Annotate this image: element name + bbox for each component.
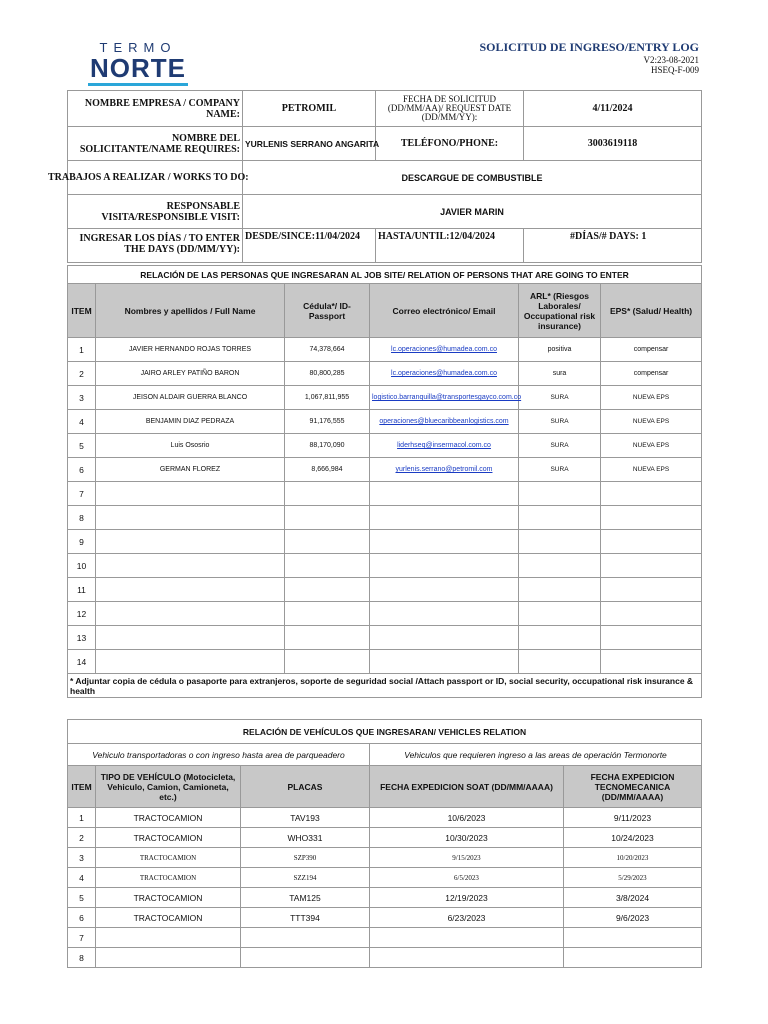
person-id-number[interactable]: 74,378,664 — [285, 338, 370, 362]
vehicle-type[interactable]: TRACTOCAMION — [96, 868, 241, 888]
person-arl[interactable] — [519, 530, 601, 554]
vehicle-item-number: 2 — [68, 828, 96, 848]
vehicle-soat-date[interactable] — [370, 928, 564, 948]
request-info-table — [48, 90, 702, 263]
person-arl[interactable] — [519, 578, 601, 602]
person-row — [68, 338, 702, 362]
person-id-number[interactable] — [285, 482, 370, 506]
vehicle-type[interactable]: TRACTOCAMION — [96, 908, 241, 928]
person-full-name[interactable] — [96, 578, 285, 602]
vehicles-header-plate: PLACAS — [241, 766, 370, 808]
person-item-number: 12 — [68, 602, 96, 626]
vehicle-tecno-date[interactable]: 10/24/2023 — [564, 828, 702, 848]
persons-header-eps: EPS* (Salud/ Health) — [601, 284, 702, 338]
person-email[interactable] — [370, 434, 519, 458]
vehicle-row — [68, 808, 702, 828]
person-arl[interactable] — [519, 626, 601, 650]
person-eps[interactable]: NUEVA EPS — [601, 458, 702, 482]
person-row — [68, 626, 702, 650]
request-date-value[interactable]: 4/11/2024 — [524, 91, 702, 127]
persons-table — [67, 265, 702, 698]
person-row — [68, 506, 702, 530]
person-eps[interactable]: NUEVA EPS — [601, 386, 702, 410]
vehicle-row — [68, 888, 702, 908]
person-arl[interactable] — [519, 482, 601, 506]
person-eps[interactable] — [601, 482, 702, 506]
vehicles-header-tecno: FECHA EXPEDICION TECNOMECANICA (DD/MM/AAAA) — [564, 766, 702, 808]
vehicle-tecno-date[interactable]: 10/20/2023 — [564, 848, 702, 868]
vehicle-tecno-date[interactable]: 3/8/2024 — [564, 888, 702, 908]
vehicle-soat-date[interactable]: 10/30/2023 — [370, 828, 564, 848]
request-date-label: FECHA DE SOLICITUD (DD/MM/AA)/ REQUEST DATE (DD/MM/YY): — [376, 91, 524, 127]
person-email[interactable] — [370, 578, 519, 602]
person-arl[interactable] — [519, 554, 601, 578]
person-email-link[interactable]: lc.operaciones@humadea.com.co — [391, 346, 497, 353]
vehicle-row — [68, 848, 702, 868]
vehicle-type[interactable] — [96, 928, 241, 948]
person-row — [68, 554, 702, 578]
person-arl[interactable]: SURA — [519, 434, 601, 458]
vehicle-type[interactable]: TRACTOCAMION — [96, 828, 241, 848]
person-item-number: 1 — [68, 338, 96, 362]
person-arl[interactable] — [519, 650, 601, 674]
vehicle-row — [68, 948, 702, 968]
document-header — [479, 40, 699, 75]
person-email[interactable] — [370, 530, 519, 554]
person-email[interactable] — [370, 338, 519, 362]
person-eps[interactable]: NUEVA EPS — [601, 434, 702, 458]
person-row — [68, 482, 702, 506]
person-email[interactable] — [370, 458, 519, 482]
vehicle-tecno-date[interactable]: 5/29/2023 — [564, 868, 702, 888]
person-eps[interactable] — [601, 626, 702, 650]
person-item-number: 4 — [68, 410, 96, 434]
vehicle-row — [68, 908, 702, 928]
person-row — [68, 386, 702, 410]
person-item-number: 8 — [68, 506, 96, 530]
vehicle-item-number: 5 — [68, 888, 96, 908]
vehicle-plate[interactable] — [241, 928, 370, 948]
vehicle-plate[interactable]: TTT394 — [241, 908, 370, 928]
person-email[interactable] — [370, 410, 519, 434]
person-arl[interactable]: SURA — [519, 410, 601, 434]
person-eps[interactable] — [601, 650, 702, 674]
person-arl[interactable] — [519, 506, 601, 530]
vehicle-row — [68, 828, 702, 848]
persons-section-title: RELACIÓN DE LAS PERSONAS QUE INGRESARAN AL JOB SITE/ RELATION OF PERSONS THAT ARE GOING TO ENTER — [68, 266, 702, 284]
person-email-link[interactable]: logistico.barranquilla@transportesgayco.com.co — [372, 394, 522, 401]
document-title: SOLICITUD DE INGRESO/ENTRY LOG — [479, 40, 699, 54]
person-id-number[interactable]: 88,170,090 — [285, 434, 370, 458]
vehicle-plate[interactable]: SZP390 — [241, 848, 370, 868]
until-value[interactable]: HASTA/UNTIL:12/04/2024 — [376, 229, 524, 263]
vehicle-plate[interactable]: TAM125 — [241, 888, 370, 908]
person-id-number[interactable]: 1,067,811,955 — [285, 386, 370, 410]
person-full-name[interactable] — [96, 626, 285, 650]
requester-value[interactable]: YURLENIS SERRANO ANGARITA — [243, 127, 376, 161]
vehicle-item-number: 7 — [68, 928, 96, 948]
vehicle-item-number: 4 — [68, 868, 96, 888]
person-arl[interactable] — [519, 602, 601, 626]
person-row — [68, 530, 702, 554]
person-email[interactable] — [370, 506, 519, 530]
person-item-number: 10 — [68, 554, 96, 578]
document-version: V2:23-08-2021 — [643, 55, 699, 65]
person-email[interactable] — [370, 362, 519, 386]
vehicles-header-type: TIPO DE VEHÍCULO (Motocicleta, Vehiculo, Camion, Camioneta, etc.) — [96, 766, 241, 808]
person-full-name[interactable] — [96, 650, 285, 674]
vehicle-soat-date[interactable]: 6/5/2023 — [370, 868, 564, 888]
person-eps[interactable] — [601, 554, 702, 578]
person-arl[interactable]: SURA — [519, 458, 601, 482]
person-email[interactable] — [370, 386, 522, 410]
person-id-number[interactable] — [285, 626, 370, 650]
person-email-link[interactable]: yurlenis.serrano@petromil.com — [395, 466, 493, 473]
days-label: INGRESAR LOS DÍAS / TO ENTER THE DAYS (DD/MM/YY): — [68, 229, 243, 263]
person-email[interactable] — [370, 482, 519, 506]
person-id-number[interactable] — [285, 578, 370, 602]
person-email-link[interactable]: liderhseq@insermacol.com.co — [397, 442, 491, 449]
person-full-name[interactable] — [96, 482, 285, 506]
person-email-link[interactable]: operaciones@bluecaribbeanlogistics.com — [379, 418, 509, 425]
vehicle-row — [68, 928, 702, 948]
vehicle-item-number: 1 — [68, 808, 96, 828]
person-id-number[interactable] — [285, 554, 370, 578]
person-id-number[interactable] — [285, 602, 370, 626]
person-id-number[interactable]: 80,800,285 — [285, 362, 370, 386]
phone-value[interactable]: 3003619118 — [524, 127, 702, 161]
vehicle-item-number: 6 — [68, 908, 96, 928]
person-id-number[interactable]: 91,176,555 — [285, 410, 370, 434]
vehicle-type[interactable]: TRACTOCAMION — [96, 888, 241, 908]
persons-header-arl: ARL* (Riesgos Laborales/ Occupational risk insurance) — [519, 284, 601, 338]
person-full-name[interactable] — [96, 530, 285, 554]
person-item-number: 7 — [68, 482, 96, 506]
vehicle-soat-date[interactable]: 9/15/2023 — [370, 848, 564, 868]
responsible-label: RESPONSABLE VISITA/RESPONSIBLE VISIT: — [68, 195, 243, 229]
person-row — [68, 362, 702, 386]
vehicles-rows — [68, 808, 702, 968]
person-item-number: 9 — [68, 530, 96, 554]
person-row — [68, 434, 702, 458]
person-item-number: 3 — [68, 386, 96, 410]
person-item-number: 13 — [68, 626, 96, 650]
vehicles-subtitle-operation: Vehiculos que requieren ingreso a las areas de operación Termonorte — [370, 744, 702, 766]
days-count-value[interactable]: #DÍAS/# DAYS: 1 — [524, 229, 702, 263]
person-item-number: 6 — [68, 458, 96, 482]
person-full-name[interactable]: BENJAMIN DIAZ PEDRAZA — [96, 410, 285, 434]
document-code: HSEQ-F-009 — [650, 65, 699, 75]
persons-header-name: Nombres y apellidos / Full Name — [96, 284, 285, 338]
person-full-name[interactable] — [96, 554, 285, 578]
person-eps[interactable] — [601, 578, 702, 602]
person-item-number: 5 — [68, 434, 96, 458]
vehicle-tecno-date[interactable]: 9/6/2023 — [564, 908, 702, 928]
vehicle-plate[interactable]: TAV193 — [241, 808, 370, 828]
company-value[interactable]: PETROMIL — [243, 91, 376, 127]
vehicle-soat-date[interactable]: 12/19/2023 — [370, 888, 564, 908]
termonorte-logo — [88, 40, 188, 86]
person-eps[interactable]: compensar — [601, 362, 702, 386]
persons-header-id: Cédula*/ ID-Passport — [285, 284, 370, 338]
person-full-name[interactable]: JAIRO ARLEY PATIÑO BARON — [96, 362, 285, 386]
person-row — [68, 650, 702, 674]
logo-underline — [88, 83, 188, 86]
vehicles-subtitle-parking: Vehiculo transportadoras o con ingreso hasta area de parqueadero — [68, 744, 370, 766]
vehicle-type[interactable]: TRACTOCAMION — [96, 808, 241, 828]
logo-main-text: NORTE — [90, 53, 186, 83]
requester-label: NOMBRE DEL SOLICITANTE/NAME REQUIRES: — [68, 127, 243, 161]
works-value[interactable]: DESCARGUE DE COMBUSTIBLE — [243, 161, 702, 195]
person-email[interactable] — [370, 626, 519, 650]
person-email[interactable] — [370, 650, 519, 674]
since-value[interactable]: DESDE/SINCE:11/04/2024 — [243, 229, 376, 263]
vehicle-item-number: 8 — [68, 948, 96, 968]
vehicle-tecno-date[interactable] — [564, 948, 702, 968]
phone-label: TELÉFONO/PHONE: — [376, 127, 524, 161]
person-arl[interactable]: SURA — [519, 386, 601, 410]
person-id-number[interactable]: 8,666,984 — [285, 458, 370, 482]
person-eps[interactable]: compensar — [601, 338, 702, 362]
person-row — [68, 458, 702, 482]
person-full-name[interactable]: Luis Ososrio — [96, 434, 285, 458]
person-row — [68, 578, 702, 602]
person-full-name[interactable]: JAVIER HERNANDO ROJAS TORRES — [96, 338, 285, 362]
vehicle-type[interactable]: TRACTOCAMION — [96, 848, 241, 868]
vehicle-plate[interactable]: WHO331 — [241, 828, 370, 848]
person-id-number[interactable] — [285, 506, 370, 530]
vehicle-item-number: 3 — [68, 848, 96, 868]
person-arl[interactable]: sura — [519, 362, 601, 386]
vehicle-soat-date[interactable]: 6/23/2023 — [370, 908, 564, 928]
person-item-number: 2 — [68, 362, 96, 386]
person-row — [68, 410, 702, 434]
vehicle-soat-date[interactable] — [370, 948, 564, 968]
person-eps[interactable]: NUEVA EPS — [601, 410, 702, 434]
person-eps[interactable] — [601, 530, 702, 554]
person-full-name[interactable] — [96, 506, 285, 530]
vehicle-type[interactable] — [96, 948, 241, 968]
person-eps[interactable] — [601, 506, 702, 530]
persons-rows — [68, 338, 702, 674]
person-item-number: 14 — [68, 650, 96, 674]
logo-top-text: TERMO — [99, 40, 177, 55]
vehicle-soat-date[interactable]: 10/6/2023 — [370, 808, 564, 828]
company-label: NOMBRE EMPRESA / COMPANY NAME: — [68, 91, 243, 127]
vehicle-plate[interactable] — [241, 948, 370, 968]
person-id-number[interactable] — [285, 650, 370, 674]
person-email[interactable] — [370, 602, 519, 626]
works-label: TRABAJOS A REALIZAR / WORKS TO DO: — [68, 161, 243, 195]
person-row — [68, 602, 702, 626]
persons-header-email: Correo electrónico/ Email — [370, 284, 519, 338]
responsible-value[interactable]: JAVIER MARIN — [243, 195, 702, 229]
person-full-name[interactable] — [96, 602, 285, 626]
vehicles-header-item: ITEM — [68, 766, 96, 808]
attachment-note: * Adjuntar copia de cédula o pasaporte para extranjeros, soporte de seguridad social /Attach passport or ID, social security, occupational risk insurance & health — [68, 674, 702, 698]
vehicle-tecno-date[interactable]: 9/11/2023 — [564, 808, 702, 828]
vehicles-section-title: RELACIÓN DE VEHÍCULOS QUE INGRESARAN/ VEHICLES RELATION — [68, 720, 702, 744]
person-arl[interactable]: positiva — [519, 338, 601, 362]
person-item-number: 11 — [68, 578, 96, 602]
person-full-name[interactable]: JEISON ALDAIR GUERRA BLANCO — [96, 386, 285, 410]
person-email[interactable] — [370, 554, 519, 578]
persons-header-item: ITEM — [68, 284, 96, 338]
vehicle-row — [68, 868, 702, 888]
person-email-link[interactable]: lc.operaciones@humadea.com.co — [391, 370, 497, 377]
person-eps[interactable] — [601, 602, 702, 626]
vehicles-table — [67, 719, 702, 968]
vehicle-plate[interactable]: SZZ194 — [241, 868, 370, 888]
vehicles-header-soat: FECHA EXPEDICION SOAT (DD/MM/AAAA) — [370, 766, 564, 808]
vehicle-tecno-date[interactable] — [564, 928, 702, 948]
person-full-name[interactable]: GERMAN FLOREZ — [96, 458, 285, 482]
person-id-number[interactable] — [285, 530, 370, 554]
